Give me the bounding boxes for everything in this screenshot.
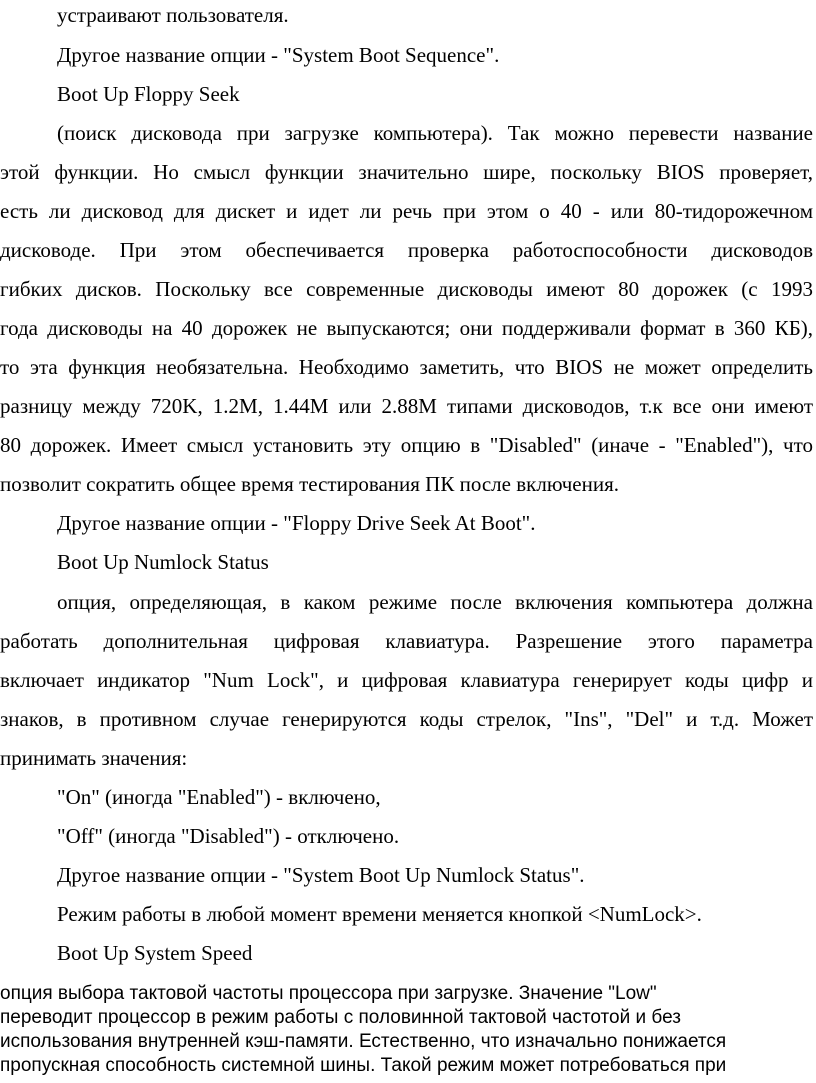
text-line: Другое название опции - "Floppy Drive Seek At Boot". xyxy=(57,511,536,535)
text-line: (поиск дисковода при загрузке компьютера). Так можно перевести название xyxy=(57,121,813,145)
text-line: опция, определяющая, в каком режиме после включения компьютера должна xyxy=(57,590,813,614)
text-line: включает индикатор "Num Lock", и цифровая клавиатура генерирует коды цифр и xyxy=(0,668,813,692)
text-line: опция выбора тактовой частоты процессора при загрузке. Значение "Low" xyxy=(0,983,657,1004)
section-heading: Boot Up Numlock Status xyxy=(57,550,269,574)
text-line: Режим работы в любой момент времени меняется кнопкой <NumLock>. xyxy=(57,902,702,926)
text-line: гибких дисков. Поскольку все современные дисководы имеют 80 дорожек (с 1993 xyxy=(0,277,813,301)
text-line: "Off" (иногда "Disabled") - отключено. xyxy=(57,824,400,848)
text-line: разницу между 720K, 1.2M, 1.44M или 2.88M типами дисководов, т.к все они имеют xyxy=(0,394,813,418)
text-line: есть ли дисковод для дискет и идет ли речь при этом о 40 - или 80-тидорожечном xyxy=(0,199,813,223)
section-heading: Boot Up Floppy Seek xyxy=(57,82,240,106)
text-line: Другое название опции - "System Boot Sequence". xyxy=(57,43,500,67)
text-line: переводит процессор в режим работы с половинной тактовой частотой и без xyxy=(0,1007,681,1028)
text-line: 80 дорожек. Имеет смысл установить эту опцию в "Disabled" (иначе - "Enabled"), что xyxy=(0,433,813,457)
text-line: знаков, в противном случае генерируются коды стрелок, "Ins", "Del" и т.д. Может xyxy=(0,707,813,731)
text-line: дисководе. При этом обеспечивается проверка работоспособности дисководов xyxy=(0,238,813,262)
text-line: использования внутренней кэш-памяти. Естественно, что изначально понижается xyxy=(0,1031,727,1052)
text-line: устраивают пользователя. xyxy=(57,3,289,27)
text-line: года дисководы на 40 дорожек не выпускаются; они поддерживали формат в 360 КБ), xyxy=(0,316,813,340)
text-line: принимать значения: xyxy=(0,746,188,770)
text-line: работать дополнительная цифровая клавиатура. Разрешение этого параметра xyxy=(0,629,813,653)
section-heading: Boot Up System Speed xyxy=(57,941,253,965)
text-line: "On" (иногда "Enabled") - включено, xyxy=(57,785,381,809)
text-line: пропускная способность системной шины. Такой режим может потребоваться при xyxy=(0,1055,727,1076)
text-line: позволит сократить общее время тестирования ПК после включения. xyxy=(0,472,619,496)
text-line: Другое название опции - "System Boot Up Numlock Status". xyxy=(57,863,585,887)
text-line: то эта функция необязательна. Необходимо заметить, что BIOS не может определить xyxy=(0,355,813,379)
text-line: этой функции. Но смысл функции значительно шире, поскольку BIOS проверяет, xyxy=(0,160,813,184)
